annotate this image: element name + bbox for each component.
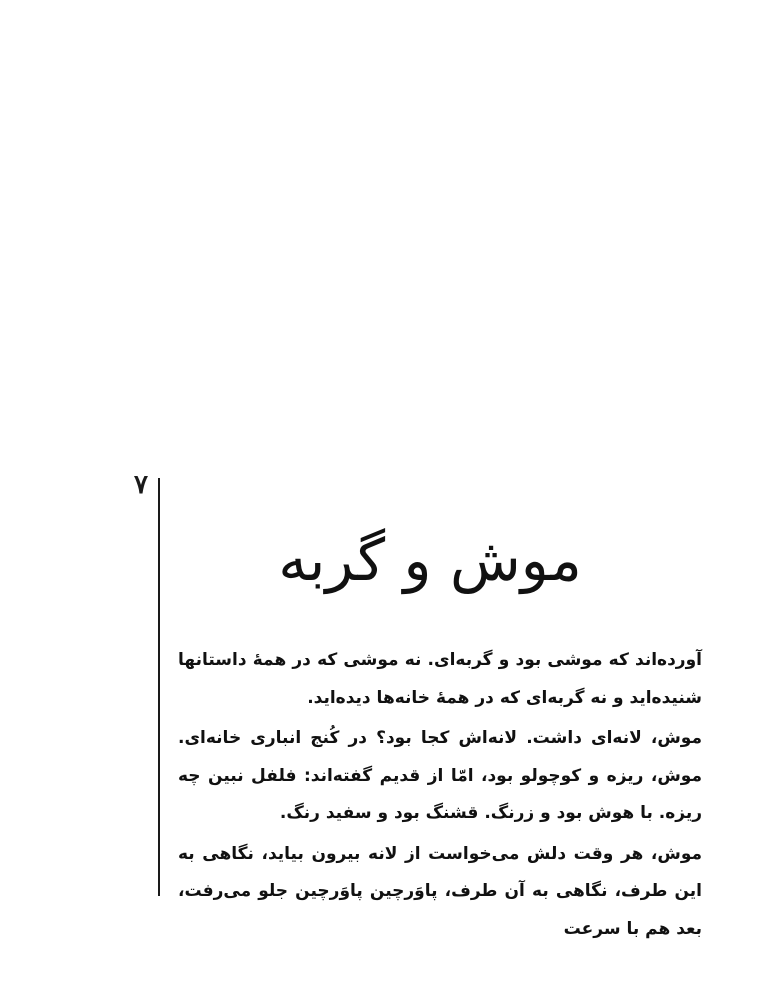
margin-rule: [158, 478, 160, 896]
paragraph: آورده‌اند که موشی بود و گربه‌ای. نه موشی که در همهٔ داستانها شنیده‌اید و نه گربه‌ای که در همهٔ خانه‌ها دیده‌اید.: [178, 650, 702, 708]
body-text: [178, 642, 702, 948]
chapter-title: موش و گربه: [278, 525, 582, 594]
page-number: ۷: [134, 470, 148, 500]
paragraph: موش، هر وقت دلش می‌خواست از لانه بیرون بیاید، نگاهی به این طرف، نگاهی به آن طرف، پاوَرچین پاوَرچین جلو می‌رفت، بعد هم با سرعت: [178, 843, 702, 939]
paragraph: موش، لانه‌ای داشت. لانه‌اش کجا بود؟ در کُنج انباری خانه‌ای. موش، ریزه و کوچولو بود، امّا از قدیم گفته‌اند: فلفل نبین چه ریزه. با هوش بود و زرنگ. قشنگ بود و سفید رنگ.: [178, 728, 702, 823]
